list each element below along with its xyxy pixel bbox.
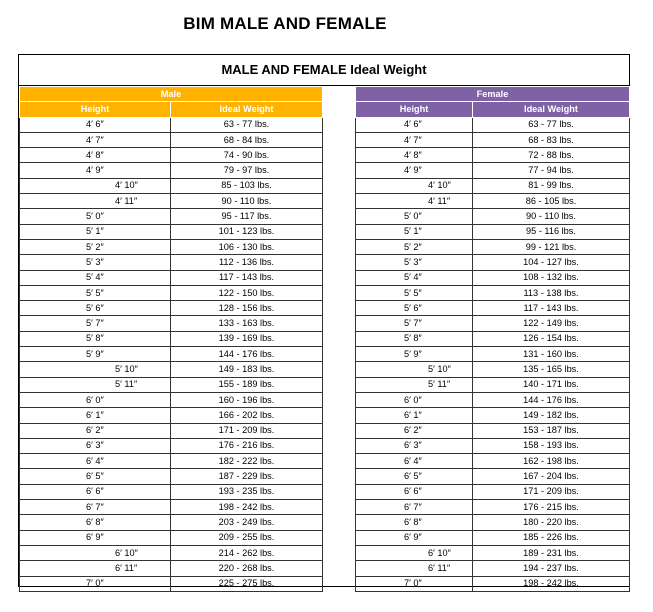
table-row [356,362,630,377]
table-row [356,469,630,484]
table-row [356,408,630,423]
height-cell: 4′ 7″ [356,132,473,147]
ideal-weight-table-frame [18,54,630,587]
table-row [356,500,630,515]
height-cell: 5′ 7″ [356,316,473,331]
height-cell: 4′ 11″ [20,194,171,209]
height-cell: 6′ 0″ [356,392,473,407]
ideal-weight-cell: 198 - 242 lbs. [171,500,323,515]
ideal-weight-cell: 95 - 117 lbs. [171,209,323,224]
height-cell: 5′ 10″ [356,362,473,377]
ideal-weight-cell: 155 - 189 lbs. [171,377,323,392]
ideal-weight-cell: 225 - 275 lbs. [171,576,323,591]
ideal-weight-cell: 131 - 160 lbs. [473,347,630,362]
height-cell: 6′ 8″ [356,515,473,530]
table-row [20,285,323,300]
ideal-weight-cell: 72 - 88 lbs. [473,148,630,163]
ideal-weight-cell: 160 - 196 lbs. [171,392,323,407]
table-row [20,224,323,239]
height-cell: 6′ 2″ [356,423,473,438]
ideal-weight-cell: 167 - 204 lbs. [473,469,630,484]
height-cell: 4′ 8″ [20,148,171,163]
table-row [20,148,323,163]
table-row [20,239,323,254]
ideal-weight-cell: 95 - 116 lbs. [473,224,630,239]
female-table-body [356,117,630,591]
table-row [356,530,630,545]
ideal-weight-cell: 90 - 110 lbs. [473,209,630,224]
table-row [356,194,630,209]
table-row [20,178,323,193]
table-row [356,224,630,239]
table-row [20,301,323,316]
ideal-weight-cell: 140 - 171 lbs. [473,377,630,392]
ideal-weight-cell: 149 - 182 lbs. [473,408,630,423]
male-weight-column-header: Ideal Weight [171,102,323,117]
ideal-weight-cell: 189 - 231 lbs. [473,545,630,560]
table-row [20,408,323,423]
ideal-weight-cell: 171 - 209 lbs. [171,423,323,438]
height-cell: 5′ 2″ [20,239,171,254]
ideal-weight-cell: 63 - 77 lbs. [171,117,323,132]
height-cell: 5′ 0″ [356,209,473,224]
ideal-weight-cell: 122 - 150 lbs. [171,285,323,300]
ideal-weight-cell: 133 - 163 lbs. [171,316,323,331]
table-row [20,163,323,178]
height-cell: 5′ 6″ [356,301,473,316]
male-header: Male [20,87,323,102]
table-row [356,438,630,453]
height-cell: 4′ 11″ [356,194,473,209]
table-row [356,561,630,576]
table-row [356,255,630,270]
height-cell: 5′ 8″ [20,331,171,346]
ideal-weight-cell: 187 - 229 lbs. [171,469,323,484]
table-row [356,239,630,254]
ideal-weight-cell: 194 - 237 lbs. [473,561,630,576]
height-cell: 6′ 2″ [20,423,171,438]
table-row [356,377,630,392]
ideal-weight-cell: 126 - 154 lbs. [473,331,630,346]
height-cell: 6′ 3″ [356,438,473,453]
table-row [356,178,630,193]
table-row [356,316,630,331]
height-cell: 4′ 6″ [20,117,171,132]
ideal-weight-cell: 101 - 123 lbs. [171,224,323,239]
ideal-weight-cell: 176 - 215 lbs. [473,500,630,515]
table-row [356,392,630,407]
ideal-weight-cell: 68 - 84 lbs. [171,132,323,147]
ideal-weight-cell: 112 - 136 lbs. [171,255,323,270]
height-cell: 6′ 6″ [20,484,171,499]
female-height-column-header: Height [356,102,473,117]
table-row [20,423,323,438]
ideal-weight-cell: 135 - 165 lbs. [473,362,630,377]
male-table-body [20,117,323,591]
height-cell: 5′ 6″ [20,301,171,316]
height-cell: 4′ 7″ [20,132,171,147]
table-row [356,209,630,224]
table-row [20,377,323,392]
ideal-weight-cell: 158 - 193 lbs. [473,438,630,453]
height-cell: 5′ 1″ [356,224,473,239]
table-title: MALE AND FEMALE Ideal Weight [19,55,629,86]
table-row [20,469,323,484]
table-row [20,561,323,576]
ideal-weight-cell: 117 - 143 lbs. [473,301,630,316]
table-row [356,545,630,560]
height-cell: 4′ 8″ [356,148,473,163]
table-row [20,438,323,453]
height-cell: 6′ 4″ [20,454,171,469]
female-header: Female [356,87,630,102]
height-cell: 6′ 4″ [356,454,473,469]
ideal-weight-cell: 79 - 97 lbs. [171,163,323,178]
height-cell: 5′ 3″ [356,255,473,270]
height-cell: 5′ 9″ [20,347,171,362]
height-cell: 6′ 9″ [356,530,473,545]
table-row [20,316,323,331]
ideal-weight-cell: 90 - 110 lbs. [171,194,323,209]
ideal-weight-cell: 108 - 132 lbs. [473,270,630,285]
ideal-weight-cell: 162 - 198 lbs. [473,454,630,469]
table-row [20,331,323,346]
height-cell: 5′ 11″ [20,377,171,392]
table-row [20,255,323,270]
table-row [356,163,630,178]
table-row [356,347,630,362]
table-row [20,117,323,132]
ideal-weight-cell: 144 - 176 lbs. [171,347,323,362]
table-row [20,347,323,362]
female-weight-column-header: Ideal Weight [473,102,630,117]
height-cell: 6′ 10″ [20,545,171,560]
table-row [356,117,630,132]
height-cell: 6′ 6″ [356,484,473,499]
height-cell: 6′ 1″ [20,408,171,423]
table-row [356,576,630,591]
ideal-weight-cell: 63 - 77 lbs. [473,117,630,132]
height-cell: 5′ 4″ [356,270,473,285]
height-cell: 4′ 9″ [20,163,171,178]
table-row [356,454,630,469]
height-cell: 6′ 11″ [356,561,473,576]
height-cell: 4′ 6″ [356,117,473,132]
ideal-weight-cell: 203 - 249 lbs. [171,515,323,530]
height-cell: 7′ 0″ [20,576,171,591]
ideal-weight-cell: 166 - 202 lbs. [171,408,323,423]
table-row [20,362,323,377]
height-cell: 6′ 5″ [20,469,171,484]
table-row [20,454,323,469]
ideal-weight-cell: 68 - 83 lbs. [473,132,630,147]
ideal-weight-cell: 113 - 138 lbs. [473,285,630,300]
ideal-weight-cell: 122 - 149 lbs. [473,316,630,331]
height-cell: 6′ 9″ [20,530,171,545]
height-cell: 5′ 4″ [20,270,171,285]
male-height-column-header: Height [20,102,171,117]
height-cell: 4′ 10″ [356,178,473,193]
height-cell: 6′ 10″ [356,545,473,560]
height-cell: 4′ 10″ [20,178,171,193]
ideal-weight-cell: 99 - 121 lbs. [473,239,630,254]
height-cell: 4′ 9″ [356,163,473,178]
table-row [20,132,323,147]
height-cell: 6′ 0″ [20,392,171,407]
ideal-weight-cell: 198 - 242 lbs. [473,576,630,591]
page-title: BIM MALE AND FEMALE [183,14,387,33]
table-row [20,500,323,515]
height-cell: 6′ 3″ [20,438,171,453]
table-row [356,484,630,499]
ideal-weight-cell: 104 - 127 lbs. [473,255,630,270]
ideal-weight-cell: 209 - 255 lbs. [171,530,323,545]
height-cell: 6′ 7″ [20,500,171,515]
male-weight-table [19,86,323,592]
ideal-weight-cell: 144 - 176 lbs. [473,392,630,407]
table-row [356,148,630,163]
height-cell: 5′ 1″ [20,224,171,239]
ideal-weight-cell: 128 - 156 lbs. [171,301,323,316]
ideal-weight-cell: 185 - 226 lbs. [473,530,630,545]
ideal-weight-cell: 182 - 222 lbs. [171,454,323,469]
height-cell: 5′ 2″ [356,239,473,254]
table-row [356,423,630,438]
table-row [20,576,323,591]
height-cell: 5′ 11″ [356,377,473,392]
table-row [20,209,323,224]
height-cell: 7′ 0″ [356,576,473,591]
table-row [356,132,630,147]
height-cell: 6′ 11″ [20,561,171,576]
ideal-weight-cell: 86 - 105 lbs. [473,194,630,209]
height-cell: 5′ 8″ [356,331,473,346]
table-row [20,392,323,407]
table-row [356,331,630,346]
height-cell: 6′ 5″ [356,469,473,484]
table-row [356,301,630,316]
height-cell: 5′ 10″ [20,362,171,377]
ideal-weight-cell: 171 - 209 lbs. [473,484,630,499]
table-row [20,484,323,499]
height-cell: 6′ 1″ [356,408,473,423]
ideal-weight-cell: 85 - 103 lbs. [171,178,323,193]
table-row [20,515,323,530]
height-cell: 5′ 3″ [20,255,171,270]
table-row [20,270,323,285]
height-cell: 5′ 7″ [20,316,171,331]
table-row [356,515,630,530]
height-cell: 6′ 7″ [356,500,473,515]
height-cell: 5′ 9″ [356,347,473,362]
height-cell: 6′ 8″ [20,515,171,530]
ideal-weight-cell: 176 - 216 lbs. [171,438,323,453]
ideal-weight-cell: 149 - 183 lbs. [171,362,323,377]
ideal-weight-cell: 153 - 187 lbs. [473,423,630,438]
ideal-weight-cell: 74 - 90 lbs. [171,148,323,163]
table-row [20,545,323,560]
ideal-weight-cell: 106 - 130 lbs. [171,239,323,254]
ideal-weight-cell: 139 - 169 lbs. [171,331,323,346]
height-cell: 5′ 5″ [20,285,171,300]
ideal-weight-cell: 117 - 143 lbs. [171,270,323,285]
table-row [20,194,323,209]
female-weight-table [355,86,630,592]
ideal-weight-cell: 193 - 235 lbs. [171,484,323,499]
table-row [356,285,630,300]
table-row [20,530,323,545]
ideal-weight-cell: 81 - 99 lbs. [473,178,630,193]
height-cell: 5′ 5″ [356,285,473,300]
height-cell: 5′ 0″ [20,209,171,224]
ideal-weight-cell: 77 - 94 lbs. [473,163,630,178]
ideal-weight-cell: 180 - 220 lbs. [473,515,630,530]
ideal-weight-cell: 214 - 262 lbs. [171,545,323,560]
ideal-weight-cell: 220 - 268 lbs. [171,561,323,576]
table-row [356,270,630,285]
